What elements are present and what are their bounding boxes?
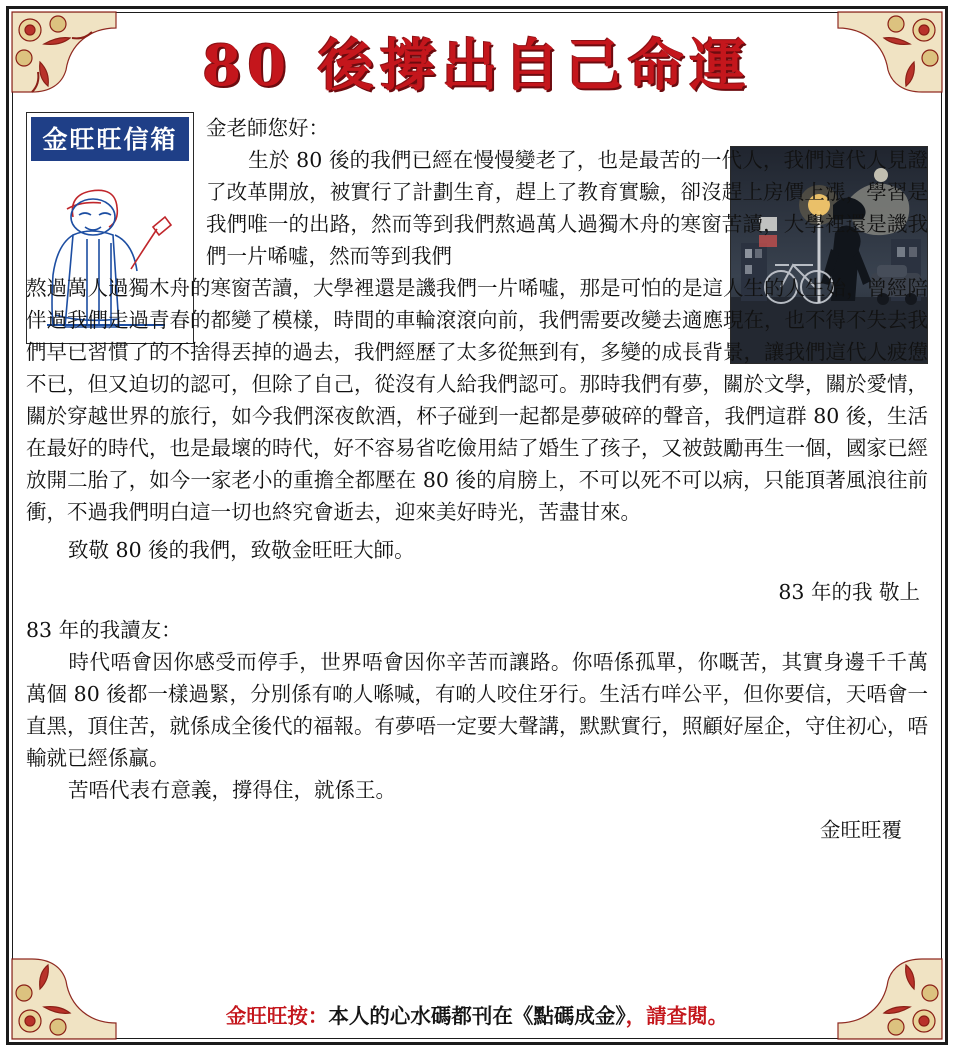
- footnote-suffix: ，請查閱。: [625, 1004, 729, 1028]
- letter-paragraph-1-text: 生於 80 後的我們已經在慢慢變老了，也是最苦的一代人，我們這代人見證了改革開放，被實行了計劃生育，趕上了教育實驗，卻沒趕上房價上漲，學習是我們唯一的出路，然而等到我們熬過萬人過獨木舟的寒窗苦讀，大學裡還是譏我們一片唏噓，然而等到我們: [206, 148, 928, 268]
- letter-signature: 83 年的我 敬上: [778, 580, 920, 604]
- footnote-black-text: 本人的心水碼都刊在《點碼成金》: [328, 1004, 626, 1028]
- reply-heading: 83 年的我讀友：: [26, 618, 182, 642]
- letter-paragraph-1: [206, 144, 928, 272]
- letter-body: [26, 112, 928, 846]
- letter-greeting: 金老師您好：: [206, 116, 329, 140]
- mailbox-logo-banner: 金旺旺信箱: [31, 117, 189, 161]
- reply-paragraph-2: [26, 774, 928, 806]
- footnote: [0, 999, 954, 1029]
- page-title: 80 後撐出自己命運: [202, 33, 752, 99]
- reply-paragraph-2-text: 苦唔代表冇意義，撐得住，就係王。: [68, 778, 397, 802]
- reply-paragraph-1-text: 時代唔會因你感受而停手，世界唔會因你辛苦而讓路。你唔係孤單，你嘅苦，其實身邊千千萬萬個 80 後都一樣過緊，分別係有啲人喺喊，有啲人咬住牙行。生活冇咩公平，但你要信，天唔會一直黑，頂住苦，就係成全後代的福報。有夢唔一定要大聲講，默默實行，照顧好屋企，守住初心，唔輸就已經係贏。: [26, 650, 928, 770]
- letter-paragraph-3: [26, 534, 928, 566]
- reply-signature: 金旺旺覆: [820, 818, 902, 842]
- letter-paragraph-2: 熬過萬人過獨木舟的寒窗苦讀，大學裡還是譏我們一片唏噓，那是可怕的是這人生的人生始，曾經陪伴過我們走過青春的都變了模樣，時間的車輪滾滾向前，我們需要改變去適應現在，也不得不失去我們早已習慣了的不捨得丟掉的過去，我們經歷了太多從無到有，多變的成長背景，讓我們這代人疲憊不已，但又迫切的認可，但除了自己，從沒有人給我們認可。那時我們有夢，關於文學，關於愛情，關於穿越世界的旅行，如今我們深夜飲酒，杯子碰到一起都是夢破碎的聲音，我們這群 80 後，生活在最好的時代，也是最壞的時代，好不容易省吃儉用結了婚生了孩子，又被鼓勵再生一個，國家已經放開二胎了，如今一家老小的重擔全都壓在 80 後的肩膀上，不可以死不可以病，只能頂著風浪往前衝，不過我們明白這一切也終究會逝去，迎來美好時光，苦盡甘來。: [26, 276, 928, 524]
- letter-paragraph-3-text: 致敬 80 後的我們，致敬金旺旺大師。: [68, 538, 415, 562]
- reply-paragraph-1: [26, 646, 928, 774]
- footnote-prefix: 金旺旺按：: [225, 1004, 329, 1028]
